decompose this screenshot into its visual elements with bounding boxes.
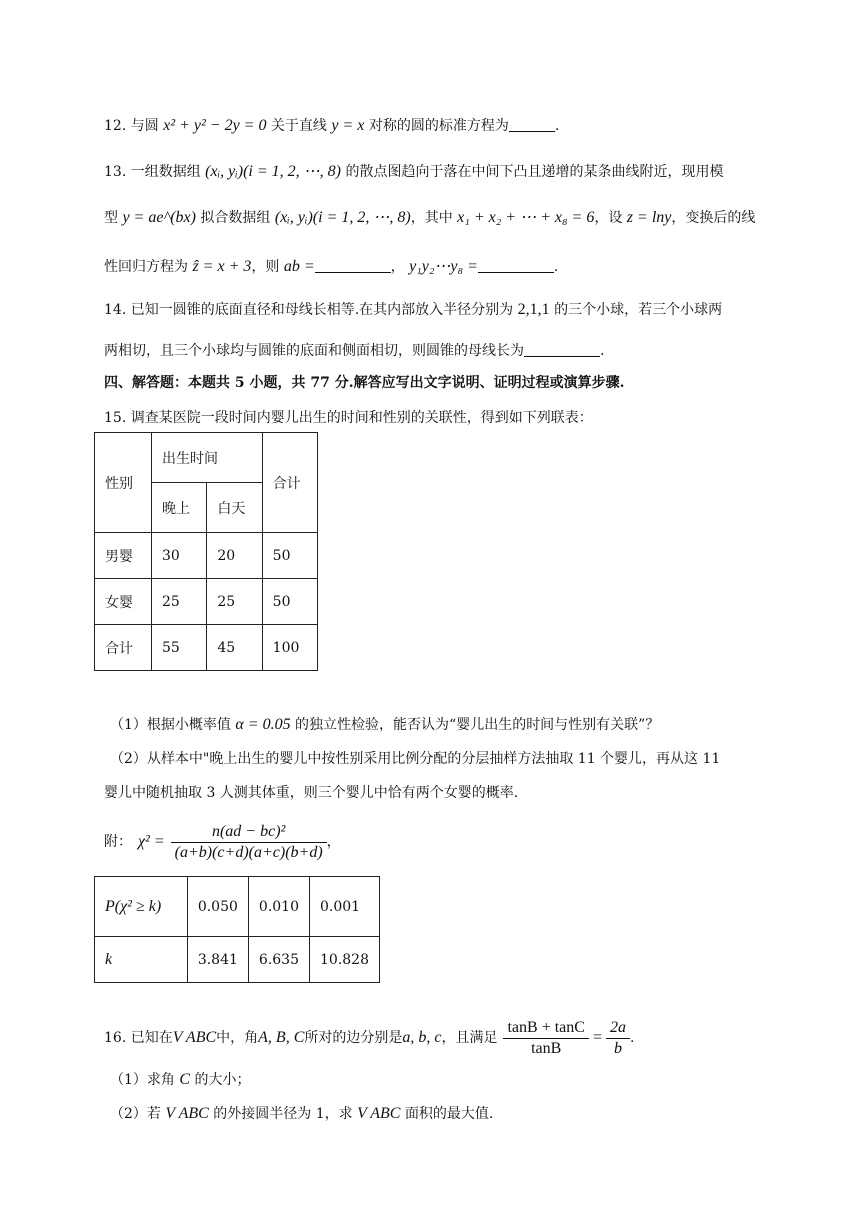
q16-part-1: （1）求角 C 的大小；: [110, 1071, 251, 1088]
table-row: 男婴 30 20 50: [95, 533, 318, 579]
k-label: k: [95, 937, 188, 983]
rhs-fraction: $\frac{2a}{b}$: [606, 1020, 630, 1057]
tan-fraction: $\frac{\tan B + \tan C}{\tan B}$: [503, 1020, 588, 1057]
section-heading: 四、解答题：本题共 5 小题，共 77 分.解答应写出文字说明、证明过程或演算步骤.: [104, 375, 625, 391]
total-header: 合计: [262, 433, 317, 533]
q15-part-2-line-1: （2）从样本中"晚上出生的婴儿中按性别采用比例分配的分层抽样方法抽取 11 个婴儿，再从这 11: [110, 751, 721, 767]
q13-line-1: 13. 一组数据组 (xᵢ, yᵢ)(i = 1, 2, ⋯, 8) 的散点图趋向于落在中间下凸且递增的某条曲线附近，现用模: [104, 163, 724, 180]
contingency-table: [94, 432, 318, 671]
q13-regression: ẑ = x + 3: [192, 258, 252, 275]
q14-line-2: 两相切，且三个小球均与圆锥的底面和侧面相切，则圆锥的母线长为 .: [104, 343, 605, 359]
q13-z: z = lny: [626, 209, 672, 226]
q14-line-1: 14. 已知一圆锥的底面直径和母线长相等.在其内部放入半径分别为 2,1,1 的三个小球，若三个小球两: [104, 301, 723, 318]
birth-time-header: 出生时间: [152, 433, 263, 483]
q13-model: y = ae^(bx): [122, 209, 196, 226]
day-header: 白天: [207, 483, 262, 533]
q16-part-2: （2）若 V ABC 的外接圆半径为 1，求 V ABC 面积的最大值.: [110, 1105, 494, 1122]
q13-product: y₁y₂⋯y₈ =: [409, 258, 478, 275]
answer-blank: [524, 342, 600, 357]
gender-header: 性别: [95, 433, 152, 533]
q12-line-equation: y = x: [331, 117, 365, 134]
chi-square-fraction: $\frac{\text{n(ad − bc)²}}{(a+b)(c+d)(a+c)(b+d)}$: [171, 824, 327, 861]
table-row: 女婴 25 25 50: [95, 579, 318, 625]
q15-intro: 15. 调查某医院一段时间内婴儿出生的时间和性别的关联性，得到如下列联表：: [104, 410, 593, 426]
table-row: 合计 55 45 100: [95, 625, 318, 671]
q14-radii: 2,1,1: [517, 301, 550, 318]
answer-blank: [315, 258, 391, 273]
q15-part-2-line-2: 婴儿中随机抽取 3 人测其体重，则三个婴儿中恰有两个女婴的概率.: [104, 785, 519, 801]
q13-data-pair-2: (xᵢ, yᵢ)(i = 1, 2, ⋯, 8): [274, 209, 411, 226]
p-label: P(χ² ≥ k): [95, 877, 188, 937]
alpha-value: α = 0.05: [235, 716, 291, 733]
answer-blank: [478, 258, 554, 273]
q13-ab: ab =: [283, 258, 315, 275]
q13-data-pair: (xᵢ, yᵢ)(i = 1, 2, ⋯, 8): [205, 163, 341, 180]
q13-line-3: 性回归方程为 ẑ = x + 3，则 ab = ， y₁y₂⋯y₈ = .: [104, 258, 559, 275]
q12-line: 12. 与圆 x² + y² − 2y = 0 关于直线 y = x 对称的圆的标准方程为 .: [104, 117, 560, 134]
q12-circle-equation: x² + y² − 2y = 0: [163, 117, 267, 134]
q13-sum: x₁ + x₂ + ⋯ + x₈ = 6: [457, 209, 595, 226]
critical-value-table: P(χ² ≥ k) 0.050 0.010 0.001 k 3.841 6.635 10.828: [94, 876, 380, 983]
q13-line-2: 型 y = ae^(bx) 拟合数据组 (xᵢ, yᵢ)(i = 1, 2, ⋯, 8)，其中 x₁ + x₂ + ⋯ + x₈ = 6，设 z = lny，变换后的线: [104, 209, 756, 226]
answer-blank: [509, 117, 555, 132]
chi-square-formula: 附： χ² = $\frac{\text{n(ad − bc)²}}{(a+b)(c+d)(a+c)(b+d)}$ ，: [104, 822, 341, 861]
q15-part-1: （1）根据小概率值 α = 0.05 的独立性检验，能否认为“婴儿出生的时间与性别有关联”？: [110, 716, 660, 733]
q16-line-1: 16. 已知在 V ABC 中，角 A, B, C 所对的边分别是 a, b, c ，且满足 $\frac{\tan B + \tan C}{\tan B}$ = $\frac{2a}{b}$ .: [104, 1018, 635, 1057]
night-header: 晚上: [152, 483, 207, 533]
